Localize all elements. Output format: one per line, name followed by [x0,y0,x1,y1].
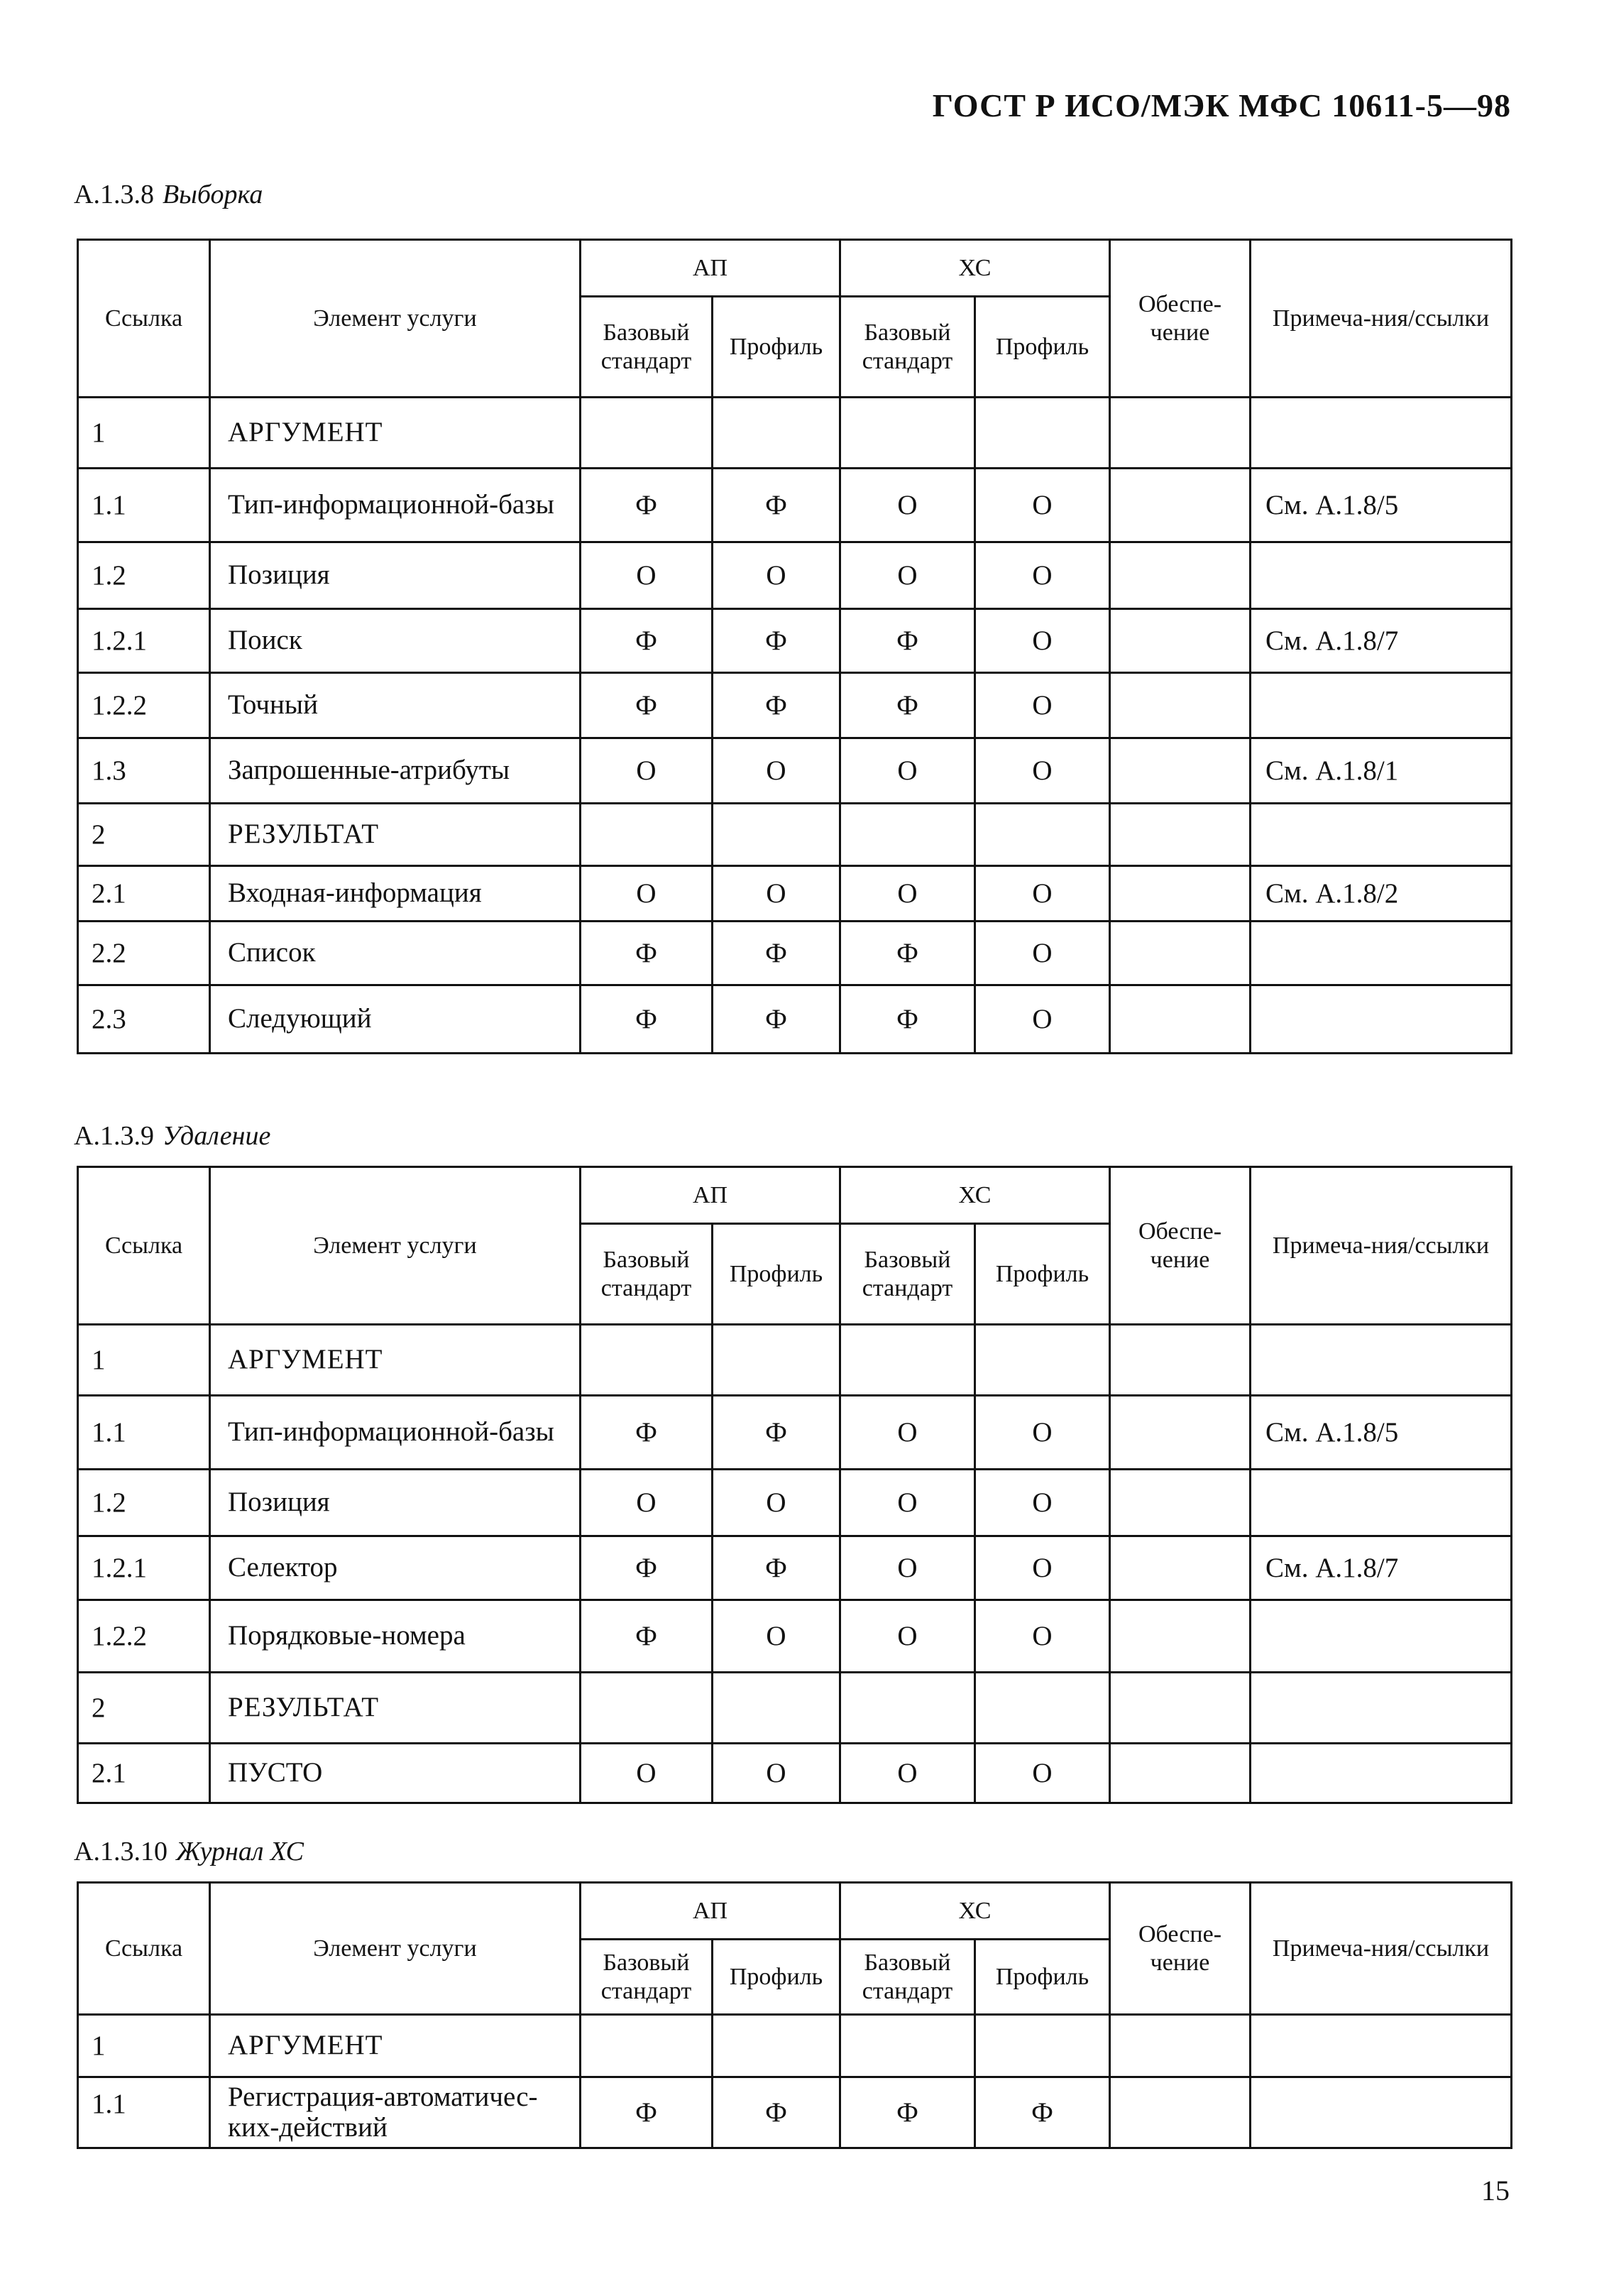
table-row [78,673,1512,738]
ref-cell: 1.2.1 [78,1536,210,1600]
section-title [74,1836,304,1867]
notes-cell [1251,804,1512,866]
ref-cell: 1.1 [78,469,210,542]
xc-base-cell: О [840,1470,975,1536]
xc-profile-cell: О [975,1744,1110,1803]
notes-cell [1251,985,1512,1054]
table-row [78,738,1512,804]
ref-cell: 1.2 [78,542,210,609]
xc-base-cell [840,1673,975,1744]
xc-base-cell: Ф [840,2077,975,2148]
service-table [77,1881,1512,2149]
element-cell: Позиция [210,542,581,609]
xc-base-cell: Ф [840,922,975,985]
notes-cell [1251,2077,1512,2148]
ap-base-cell [581,398,713,469]
notes-cell [1251,1600,1512,1673]
table-row [78,1536,1512,1600]
table-row [78,1673,1512,1744]
service-table [77,1166,1512,1804]
header-xc-base: Базовый стандарт [840,1224,975,1325]
header-ap: АП [581,240,840,297]
header-support: Обеспе-чение [1110,1883,1251,2015]
ap-profile-cell: О [713,1744,840,1803]
element-cell: ПУСТО [210,1744,581,1803]
section-name: Выборка [162,180,263,209]
support-cell [1110,2077,1251,2148]
ref-cell: 1.2 [78,1470,210,1536]
ap-base-cell: Ф [581,2077,713,2148]
ap-base-cell: Ф [581,922,713,985]
xc-base-cell: О [840,1600,975,1673]
ap-profile-cell [713,1673,840,1744]
header-support: Обеспе-чение [1110,240,1251,398]
element-cell: Следующий [210,985,581,1054]
ap-base-cell: Ф [581,609,713,673]
ap-base-cell: Ф [581,1600,713,1673]
header-row [78,1167,1512,1224]
service-table [77,239,1512,1054]
header-xc: ХС [840,1883,1110,1940]
support-cell [1110,1673,1251,1744]
section-title [74,179,263,210]
support-cell [1110,1744,1251,1803]
ap-base-cell: О [581,1470,713,1536]
section-name: Журнал ХС [175,1837,304,1866]
table-row [78,2015,1512,2077]
xc-base-cell: О [840,469,975,542]
xc-base-cell: О [840,1536,975,1600]
section-name: Удаление [162,1121,271,1151]
support-cell [1110,1536,1251,1600]
xc-base-cell: Ф [840,609,975,673]
element-cell: Тип-информационной-базы [210,1396,581,1470]
xc-profile-cell [975,2015,1110,2077]
xc-profile-cell: О [975,673,1110,738]
table-row [78,398,1512,469]
table-row [78,985,1512,1054]
header-ref: Ссылка [78,240,210,398]
section-number: А.1.3.8 [74,180,154,209]
ap-base-cell: О [581,866,713,922]
xc-profile-cell [975,804,1110,866]
ap-profile-cell: Ф [713,1536,840,1600]
header-ap-profile: Профиль [713,297,840,398]
ap-base-cell: Ф [581,469,713,542]
support-cell [1110,542,1251,609]
element-cell: АРГУМЕНТ [210,2015,581,2077]
element-cell: Тип-информационной-базы [210,469,581,542]
ref-cell: 2.3 [78,985,210,1054]
ref-cell: 2.2 [78,922,210,985]
header-ref: Ссылка [78,1883,210,2015]
header-row [78,240,1512,297]
ap-profile-cell [713,2015,840,2077]
document-header: ГОСТ Р ИСО/МЭК МФС 10611-5—98 [932,87,1511,124]
header-ap-base: Базовый стандарт [581,1940,713,2015]
element-cell: Точный [210,673,581,738]
ref-cell: 1.2.1 [78,609,210,673]
xc-profile-cell: О [975,985,1110,1054]
ap-profile-cell: О [713,738,840,804]
element-cell: Поиск [210,609,581,673]
ap-profile-cell: Ф [713,922,840,985]
ref-cell: 1.3 [78,738,210,804]
support-cell [1110,866,1251,922]
ap-base-cell: О [581,542,713,609]
ap-base-cell [581,1673,713,1744]
ap-profile-cell: Ф [713,673,840,738]
ref-cell: 1 [78,398,210,469]
table-row [78,2077,1512,2148]
ref-cell: 1 [78,1325,210,1396]
table-row [78,1396,1512,1470]
table-row [78,1744,1512,1803]
xc-profile-cell: О [975,1396,1110,1470]
header-xc-profile: Профиль [975,1940,1110,2015]
element-cell: Позиция [210,1470,581,1536]
table-row [78,609,1512,673]
notes-cell [1251,1673,1512,1744]
support-cell [1110,804,1251,866]
header-ap-base: Базовый стандарт [581,1224,713,1325]
header-xc: ХС [840,240,1110,297]
section-title [74,1120,270,1152]
header-ap: АП [581,1883,840,1940]
support-cell [1110,922,1251,985]
ref-cell: 2 [78,804,210,866]
ap-base-cell: Ф [581,673,713,738]
support-cell [1110,985,1251,1054]
ap-profile-cell: Ф [713,1396,840,1470]
notes-cell: См. А.1.8/1 [1251,738,1512,804]
ap-base-cell: Ф [581,1396,713,1470]
element-cell: Селектор [210,1536,581,1600]
header-xc-profile: Профиль [975,1224,1110,1325]
xc-base-cell: О [840,1744,975,1803]
ap-profile-cell: Ф [713,985,840,1054]
ap-profile-cell: Ф [713,2077,840,2148]
notes-cell: См. А.1.8/2 [1251,866,1512,922]
table-row [78,542,1512,609]
notes-cell: См. А.1.8/7 [1251,609,1512,673]
notes-cell [1251,2015,1512,2077]
table-row [78,922,1512,985]
ap-profile-cell: О [713,542,840,609]
notes-cell [1251,398,1512,469]
xc-profile-cell [975,1325,1110,1396]
ref-cell: 1.1 [78,2077,210,2148]
xc-profile-cell: О [975,1600,1110,1673]
support-cell [1110,1470,1251,1536]
ap-profile-cell: О [713,1470,840,1536]
ref-cell: 1.1 [78,1396,210,1470]
element-cell: РЕЗУЛЬТАТ [210,1673,581,1744]
ap-profile-cell: О [713,866,840,922]
notes-cell [1251,1325,1512,1396]
table-row [78,469,1512,542]
support-cell [1110,1396,1251,1470]
header-element: Элемент услуги [210,1883,581,2015]
xc-base-cell: О [840,738,975,804]
header-ap-base: Базовый стандарт [581,297,713,398]
ref-cell: 2.1 [78,1744,210,1803]
notes-cell: См. А.1.8/7 [1251,1536,1512,1600]
header-element: Элемент услуги [210,1167,581,1325]
header-ap-profile: Профиль [713,1940,840,2015]
xc-profile-cell: О [975,738,1110,804]
xc-profile-cell: О [975,469,1110,542]
support-cell [1110,398,1251,469]
section-number: А.1.3.10 [74,1837,168,1866]
header-ref: Ссылка [78,1167,210,1325]
support-cell [1110,1325,1251,1396]
ref-cell: 2 [78,1673,210,1744]
ref-cell: 1.2.2 [78,1600,210,1673]
xc-base-cell [840,804,975,866]
xc-base-cell: О [840,542,975,609]
support-cell [1110,609,1251,673]
ap-base-cell [581,2015,713,2077]
element-cell: АРГУМЕНТ [210,398,581,469]
xc-base-cell [840,2015,975,2077]
support-cell [1110,2015,1251,2077]
ap-base-cell: О [581,738,713,804]
notes-cell [1251,542,1512,609]
element-cell: АРГУМЕНТ [210,1325,581,1396]
notes-cell: См. А.1.8/5 [1251,469,1512,542]
header-notes: Примеча-ния/ссылки [1251,240,1512,398]
xc-profile-cell: О [975,922,1110,985]
notes-cell: См. А.1.8/5 [1251,1396,1512,1470]
support-cell [1110,738,1251,804]
xc-profile-cell: О [975,1470,1110,1536]
xc-base-cell: Ф [840,673,975,738]
xc-base-cell: О [840,1396,975,1470]
notes-cell [1251,1470,1512,1536]
xc-profile-cell: Ф [975,2077,1110,2148]
notes-cell [1251,673,1512,738]
ref-cell: 1 [78,2015,210,2077]
support-cell [1110,1600,1251,1673]
xc-base-cell [840,398,975,469]
xc-base-cell [840,1325,975,1396]
header-xc-base: Базовый стандарт [840,297,975,398]
ap-profile-cell: Ф [713,469,840,542]
table-row [78,804,1512,866]
page-number: 15 [1481,2175,1510,2207]
ap-base-cell: Ф [581,1536,713,1600]
ap-base-cell: О [581,1744,713,1803]
ref-cell: 1.2.2 [78,673,210,738]
element-cell: Входная-информация [210,866,581,922]
support-cell [1110,673,1251,738]
header-ap-profile: Профиль [713,1224,840,1325]
section-number: А.1.3.9 [74,1121,154,1151]
notes-cell [1251,1744,1512,1803]
xc-base-cell: Ф [840,985,975,1054]
header-notes: Примеча-ния/ссылки [1251,1167,1512,1325]
header-notes: Примеча-ния/ссылки [1251,1883,1512,2015]
ap-profile-cell [713,398,840,469]
ap-profile-cell: Ф [713,609,840,673]
element-cell: Регистрация-автоматичес-ких-действий [210,2077,581,2148]
header-support: Обеспе-чение [1110,1167,1251,1325]
ap-profile-cell: О [713,1600,840,1673]
table-row [78,1600,1512,1673]
element-cell: Список [210,922,581,985]
xc-profile-cell [975,398,1110,469]
xc-profile-cell: О [975,609,1110,673]
header-xc: ХС [840,1167,1110,1224]
ap-profile-cell [713,1325,840,1396]
ap-base-cell [581,1325,713,1396]
header-row [78,1883,1512,1940]
xc-profile-cell: О [975,866,1110,922]
element-cell: РЕЗУЛЬТАТ [210,804,581,866]
element-cell: Запрошенные-атрибуты [210,738,581,804]
notes-cell [1251,922,1512,985]
table-row [78,1470,1512,1536]
xc-profile-cell: О [975,542,1110,609]
table-row [78,866,1512,922]
xc-profile-cell: О [975,1536,1110,1600]
header-element: Элемент услуги [210,240,581,398]
xc-base-cell: О [840,866,975,922]
support-cell [1110,469,1251,542]
element-cell: Порядковые-номера [210,1600,581,1673]
ap-base-cell [581,804,713,866]
ap-base-cell: Ф [581,985,713,1054]
xc-profile-cell [975,1673,1110,1744]
header-ap: АП [581,1167,840,1224]
table-row [78,1325,1512,1396]
header-xc-profile: Профиль [975,297,1110,398]
ap-profile-cell [713,804,840,866]
header-xc-base: Базовый стандарт [840,1940,975,2015]
ref-cell: 2.1 [78,866,210,922]
